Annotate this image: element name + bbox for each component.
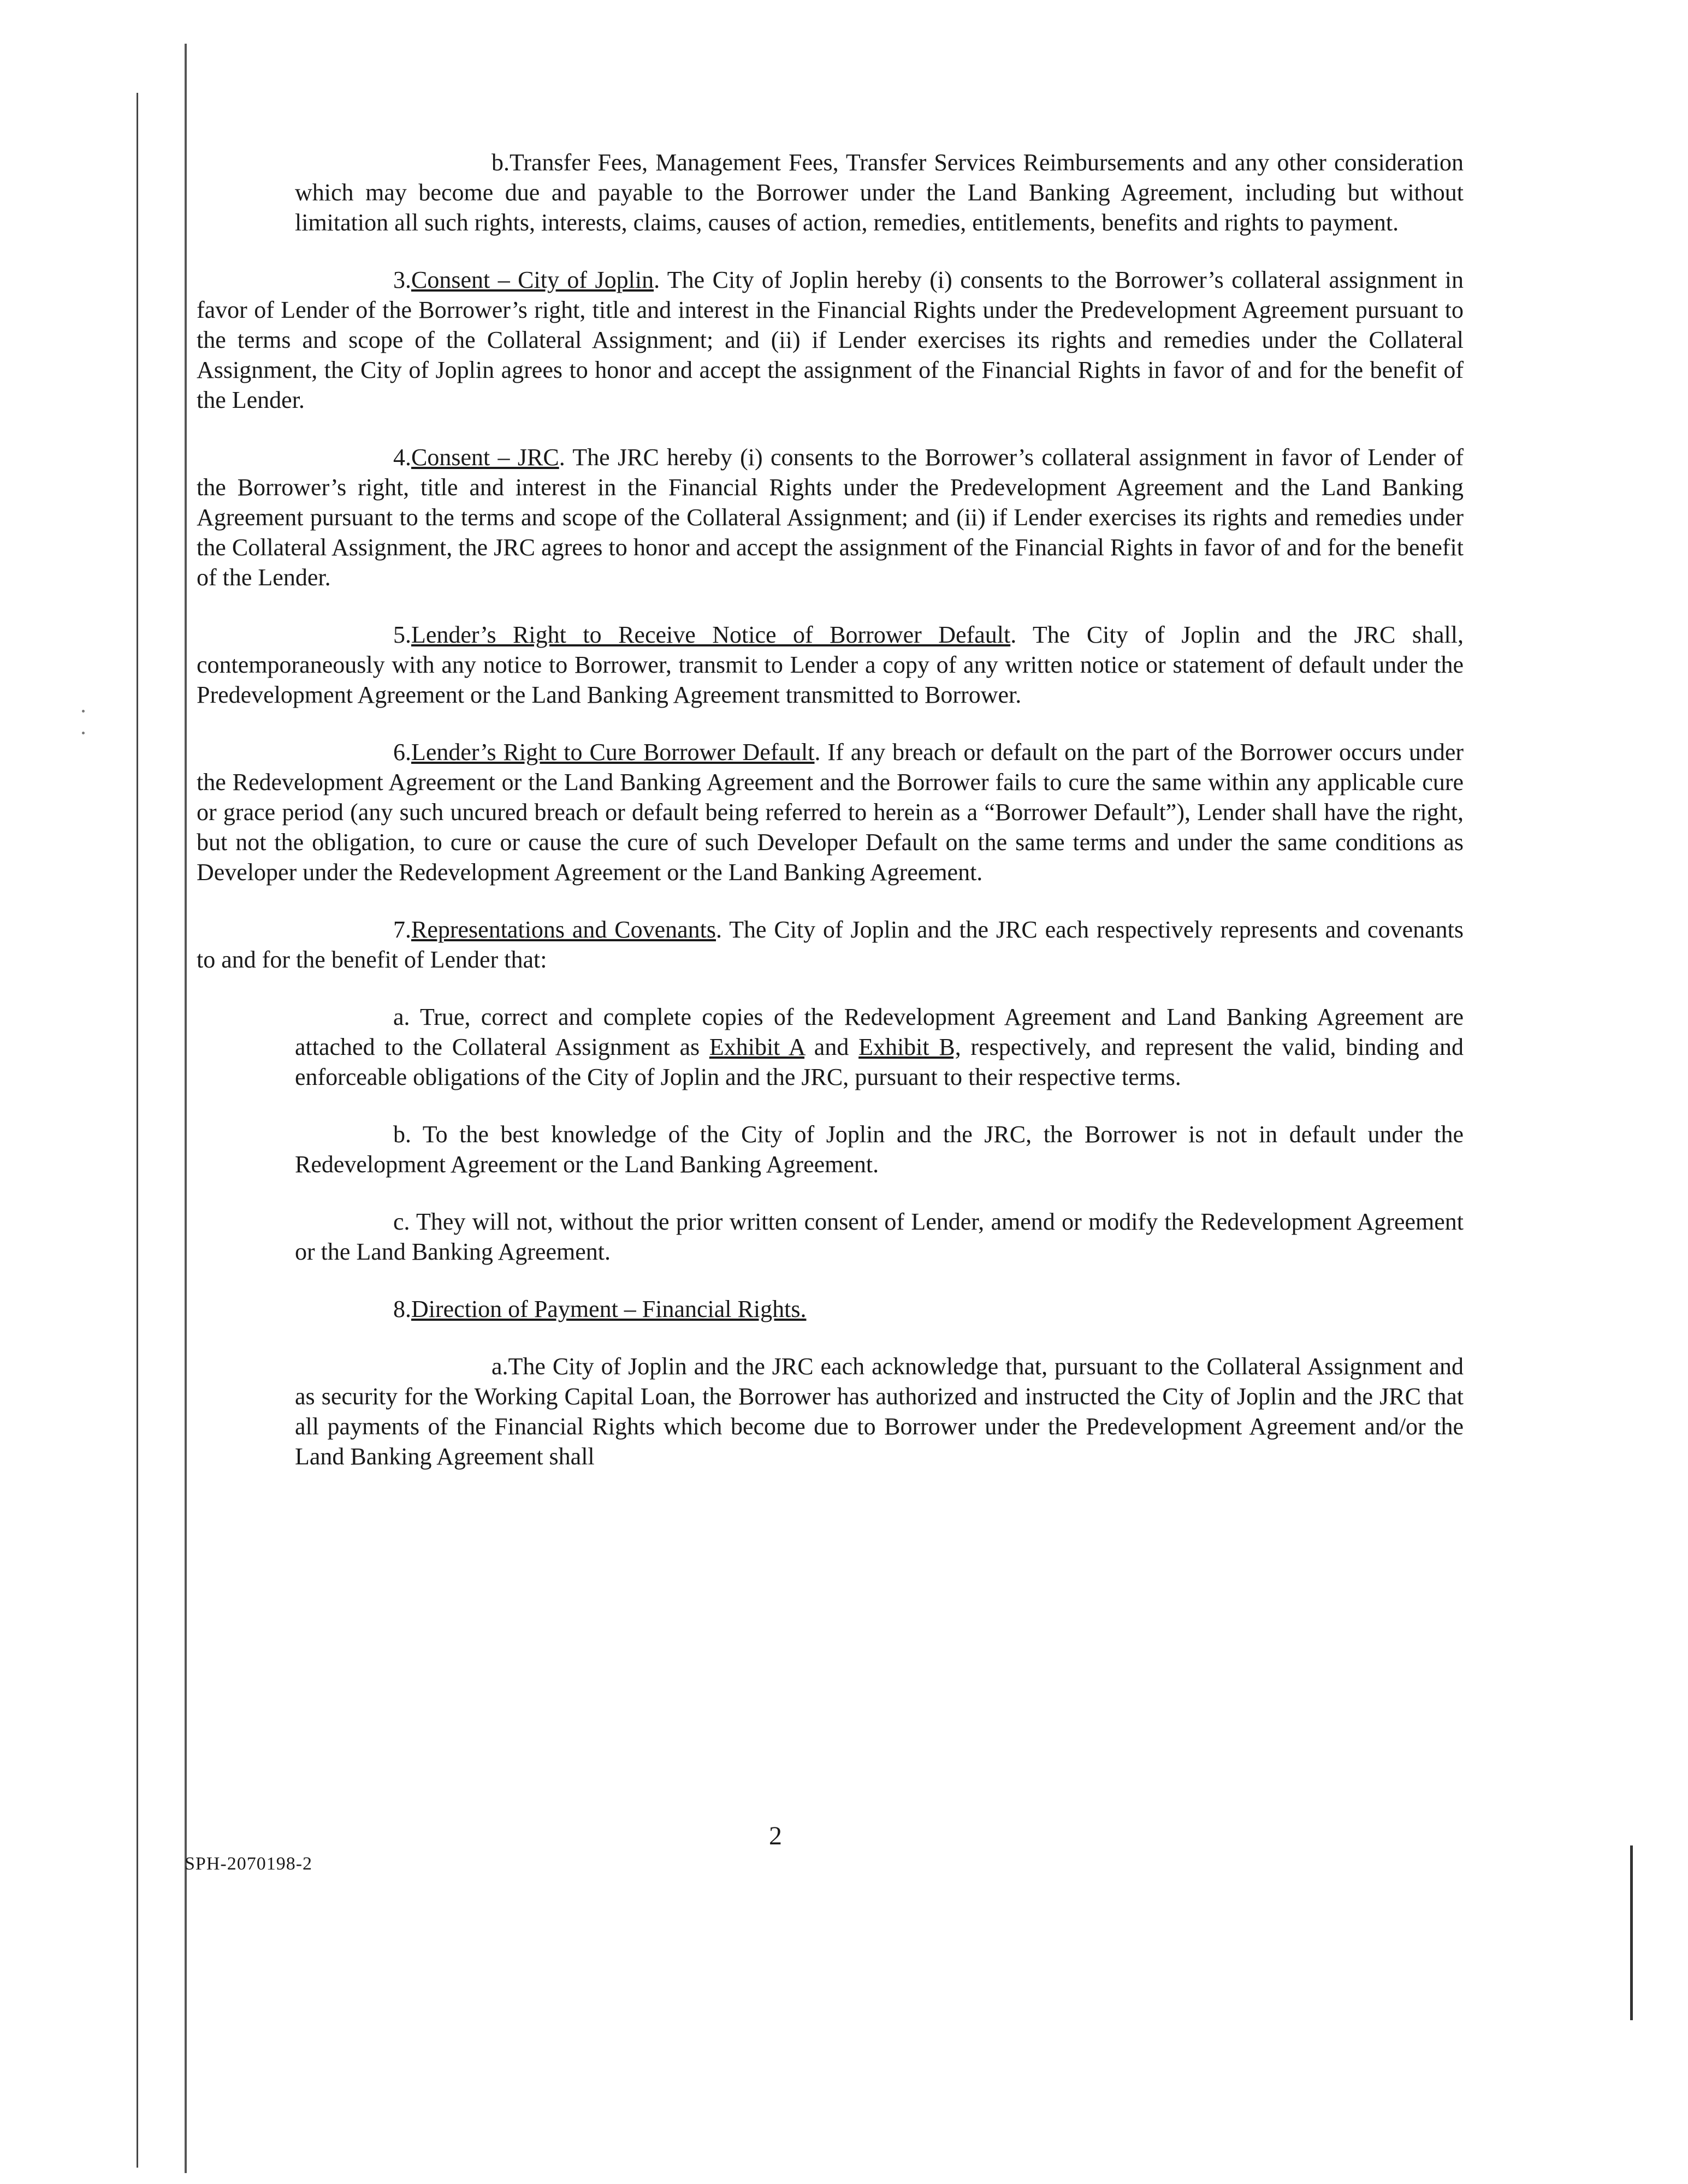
section-number: 5. [393,621,411,648]
sublabel: b. [393,1121,411,1148]
section-number: 8. [393,1296,411,1322]
paragraph-text: To the best knowledge of the City of Joplin and the JRC, the Borrower is not in default under the Redevelopment Agreement or the Land Banking Agreement. [295,1121,1464,1178]
section-8 [197,1294,1464,1324]
section-text: . The City of Joplin and the JRC each respectively represents and covenants to and for the benefit of Lender that: [197,916,1464,973]
section-text: . If any breach or default on the part of the Borrower occurs under the Redevelopment Agreement or the Land Banking Agreement and the Borrower fails to cure the same within any applicable cure or grace period (any such uncured breach or default being referred to herein as a “Borrower Default”), Lender shall have the right, but not the obligation, to cure or cause the cure of such Developer Default on the same terms and under the same conditions as Developer under the Redevelopment Agreement or the Land Banking Agreement. [197,739,1464,886]
sublabel: b. [491,149,510,176]
paragraph-text: They will not, without the prior written consent of Lender, amend or modify the Redevelopment Agreement or the Land Banking Agreement. [295,1208,1464,1265]
exhibit-b-reference: Exhibit B, [858,1034,961,1060]
section-text: . The City of Joplin hereby (i) consents to the Borrower’s collateral assignment in favor of Lender of the Borrower’s right, title and interest in the Financial Rights under the Predevelopment Agreement pursuant to the terms and scope of the Collateral Assignment; and (ii) if Lender exercises its rights and remedies under the Collateral Assignment, the City of Joplin agrees to honor and accept the assignment of the Financial Rights in favor of and for the benefit of the Lender. [197,266,1464,413]
section-number: 4. [393,444,411,471]
paragraph-text: and [804,1034,859,1060]
scan-margin-line [137,93,138,2168]
section-heading: Lender’s Right to Cure Borrower Default [411,739,815,765]
section-heading: Consent – City of Joplin [411,266,654,293]
sublabel: a. [393,1004,410,1030]
document-body [197,147,1464,1499]
scan-speck [82,732,85,734]
section-7a [197,1002,1464,1092]
paragraph-2b [197,147,1464,238]
section-4 [197,442,1464,592]
section-5 [197,620,1464,710]
sublabel: a. [491,1353,508,1380]
section-text: . The City of Joplin and the JRC shall, contemporaneously with any notice to Borrower, transmit to Lender a copy of any written notice or statement of default under the Predevelopment Agreement or the Land Banking Agreement transmitted to Borrower. [197,621,1464,708]
section-6 [197,737,1464,887]
page-number: 2 [769,1821,782,1850]
section-7 [197,915,1464,975]
exhibit-a-reference: Exhibit A [709,1034,805,1060]
section-8a [197,1351,1464,1471]
paragraph-text: True, correct and complete copies of the Redevelopment Agreement and Land Banking Agreement are attached to the Collateral Assignment as [295,1004,1464,1060]
section-text: . The JRC hereby (i) consents to the Borrower’s collateral assignment in favor of Lender of the Borrower’s right, title and interest in the Financial Rights under the Predevelopment Agreement and the Land Banking Agreement pursuant to the terms and scope of the Collateral Assignment; and (ii) if Lender exercises its rights and remedies under the Collateral Assignment, the JRC agrees to honor and accept the assignment of the Financial Rights in favor of and for the benefit of the Lender. [197,444,1464,591]
section-7c [197,1207,1464,1267]
sublabel: c. [393,1208,410,1235]
section-3 [197,265,1464,415]
scan-margin-line [1630,1845,1633,2020]
section-7b [197,1119,1464,1179]
paragraph-text: Transfer Fees, Management Fees, Transfer Services Reimbursements and any other consideration which may become due and payable to the Borrower under the Land Banking Agreement, including but without limitation all such rights, interests, claims, causes of action, remedies, entitlements, benefits and rights to payment. [295,149,1464,236]
paragraph-text: The City of Joplin and the JRC each acknowledge that, pursuant to the Collateral Assignment and as security for the Working Capital Loan, the Borrower has authorized and instructed the City of Joplin and the JRC that all payments of the Financial Rights which become due to Borrower under the Predevelopment Agreement and/or the Land Banking Agreement shall [295,1353,1464,1470]
section-number: 7. [393,916,411,943]
section-heading: Consent – JRC [411,444,559,471]
paragraph-text: respectively, and represent the valid, binding and enforceable obligations of the City of Joplin and the JRC, pursuant to their respective terms. [295,1034,1464,1090]
section-number: 3. [393,266,411,293]
section-heading: Representations and Covenants [411,916,716,943]
document-code: SPH-2070198-2 [185,1854,313,1874]
scan-speck [82,710,85,713]
section-number: 6. [393,739,411,765]
section-heading: Direction of Payment – Financial Rights. [411,1296,807,1322]
section-heading: Lender’s Right to Receive Notice of Borrower Default [411,621,1011,648]
